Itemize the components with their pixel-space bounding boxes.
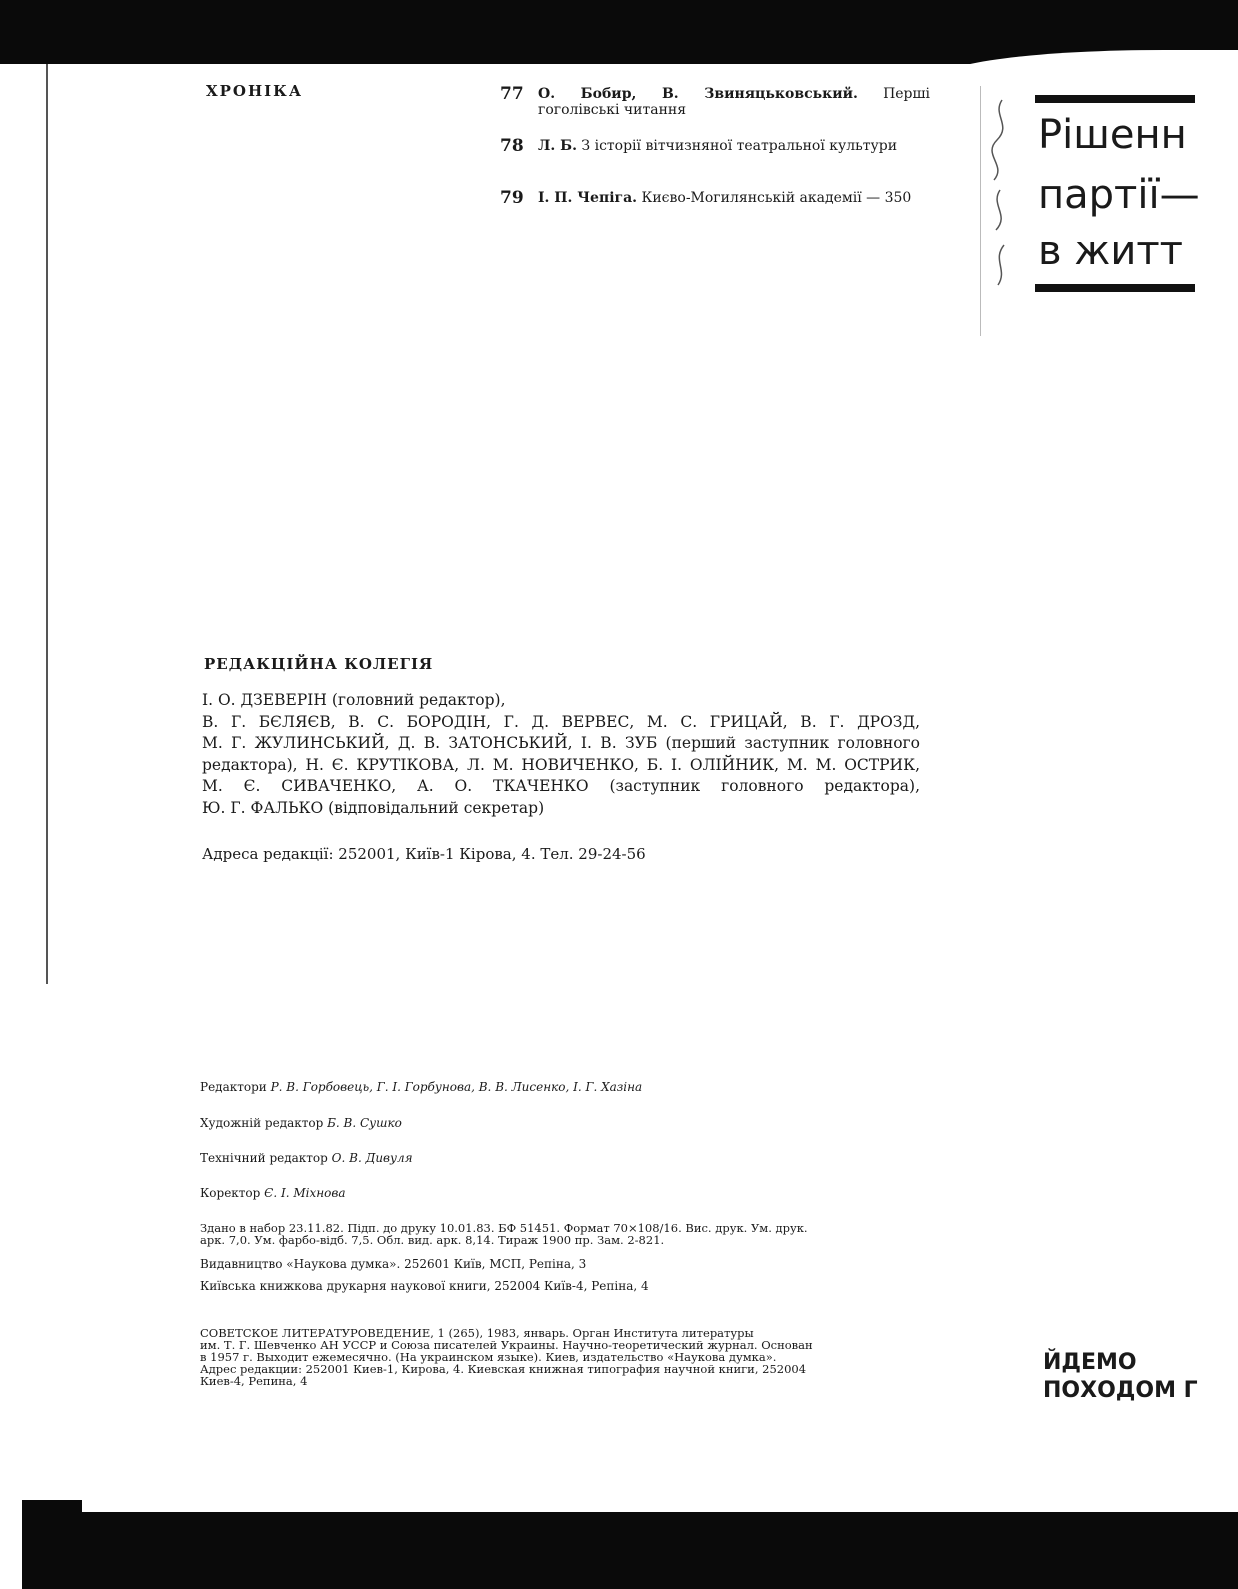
colophon-line: им. Т. Г. Шевченко АН УССР и Союза писателей Украины. Научно-теоретический журнал. Основан [200,1338,813,1352]
toc-authors: І. П. Чепіга. [538,190,638,206]
printer-line: Київська книжкова друкарня наукової книги, 252004 Київ-4, Репіна, 4 [200,1279,649,1293]
credit-names: Б. В. Сушко [327,1116,402,1130]
credit-label: Редактори [200,1080,267,1094]
toc-title: З історії вітчизняної театральної культури [581,138,898,154]
colophon-russian [200,1327,916,1387]
chronicle-heading: ХРОНІКА [206,82,304,100]
toc-title: Києво-Могилянській академії — 350 [641,190,912,206]
credit-tech-editor [200,1151,413,1165]
toc-entry [500,138,930,154]
right-page-title-line: Рішенн [1038,112,1187,158]
credit-proofreader [200,1186,346,1200]
toc-page-number: 79 [500,188,524,208]
toc-page-number: 77 [500,84,524,104]
board-line: Ю. Г. ФАЛЬКО (відповідальний секретар) [202,798,545,817]
credit-names: Р. В. Горбовець, Г. І. Горбунова, В. В. Лисенко, І. Г. Хазіна [270,1080,643,1094]
colophon-line: Адрес редакции: 252001 Киев-1, Кирова, 4. Киевская книжная типография научной книги, 252004 [200,1362,807,1376]
credit-art-editor [200,1116,402,1130]
rule-line [1035,95,1195,103]
credit-names: О. В. Дивуля [331,1151,413,1165]
scan-bottom-border [22,1512,1238,1589]
board-line: редактора), Н. Є. КРУТІКОВА, Л. М. НОВИЧЕНКО, Б. І. ОЛІЙНИК, М. М. ОСТРИК, [202,755,920,774]
toc-page-number: 78 [500,136,524,156]
publisher-line: Видавництво «Наукова думка». 252601 Київ, МСП, Репіна, 3 [200,1257,587,1271]
right-page-title-line: партії— [1038,172,1200,218]
print-info-line: Здано в набор 23.11.82. Підп. до друку 10.01.83. БФ 51451. Формат 70×108/16. Вис. друк. Ум. друк. [200,1221,808,1235]
toc-authors: Л. Б. [538,138,577,154]
binding-edge-line [46,64,48,984]
editorial-board-heading: РЕДАКЦІЙНА КОЛЕГІЯ [204,655,434,673]
toc-title: Перші гоголівські читання [538,86,931,118]
print-info [200,1222,916,1246]
editorial-address: Адреса редакції: 252001, Київ-1 Кірова, 4. Тел. 29-24-56 [202,845,646,863]
colophon-line: Киев-4, Репина, 4 [200,1374,308,1388]
credit-label: Коректор [200,1186,261,1200]
colophon-line: в 1957 г. Выходит ежемесячно. (На украинском языке). Киев, издательство «Наукова думка». [200,1350,777,1364]
page-gutter-line [980,86,981,336]
colophon-line: СОВЕТСКОЕ ЛИТЕРАТУРОВЕДЕНИЕ, 1 (265), 1983, январь. Орган Института литературы [200,1326,754,1340]
board-line: М. Є. СИВАЧЕНКО, А. О. ТКАЧЕНКО (заступник головного редактора), [202,777,920,795]
credit-names: Є. І. Міхнова [264,1186,346,1200]
print-info-line: арк. 7,0. Ум. фарбо-відб. 7,5. Обл. вид. арк. 8,14. Тираж 1900 пр. Зам. 2-821. [200,1233,665,1247]
board-line: В. Г. БЄЛЯЄВ, В. С. БОРОДІН, Г. Д. ВЕРВЕС, М. С. ГРИЦАЙ, В. Г. ДРОЗД, [202,712,920,731]
credit-label: Художній редактор [200,1116,324,1130]
board-line: М. Г. ЖУЛИНСЬКИЙ, Д. В. ЗАТОНСЬКИЙ, І. В. ЗУБ (перший заступник головного [202,734,920,752]
credit-label: Технічний редактор [200,1151,328,1165]
board-line: І. О. ДЗЕВЕРІН (головний редактор), [202,691,506,709]
credit-editors [200,1080,642,1094]
right-page-heading-line: ПОХОДОМ Г [1043,1378,1198,1403]
toc-entry [500,86,930,118]
rule-line [1035,284,1195,292]
toc-authors: О. Бобир, В. Звиняцьковський. [538,86,858,102]
toc-entry [500,190,930,206]
editorial-board-list [202,690,920,819]
right-page-heading-line: ЙДЕМО [1043,1350,1137,1375]
right-page-title-line: в житт [1038,228,1183,274]
handwritten-signature [982,95,1022,295]
